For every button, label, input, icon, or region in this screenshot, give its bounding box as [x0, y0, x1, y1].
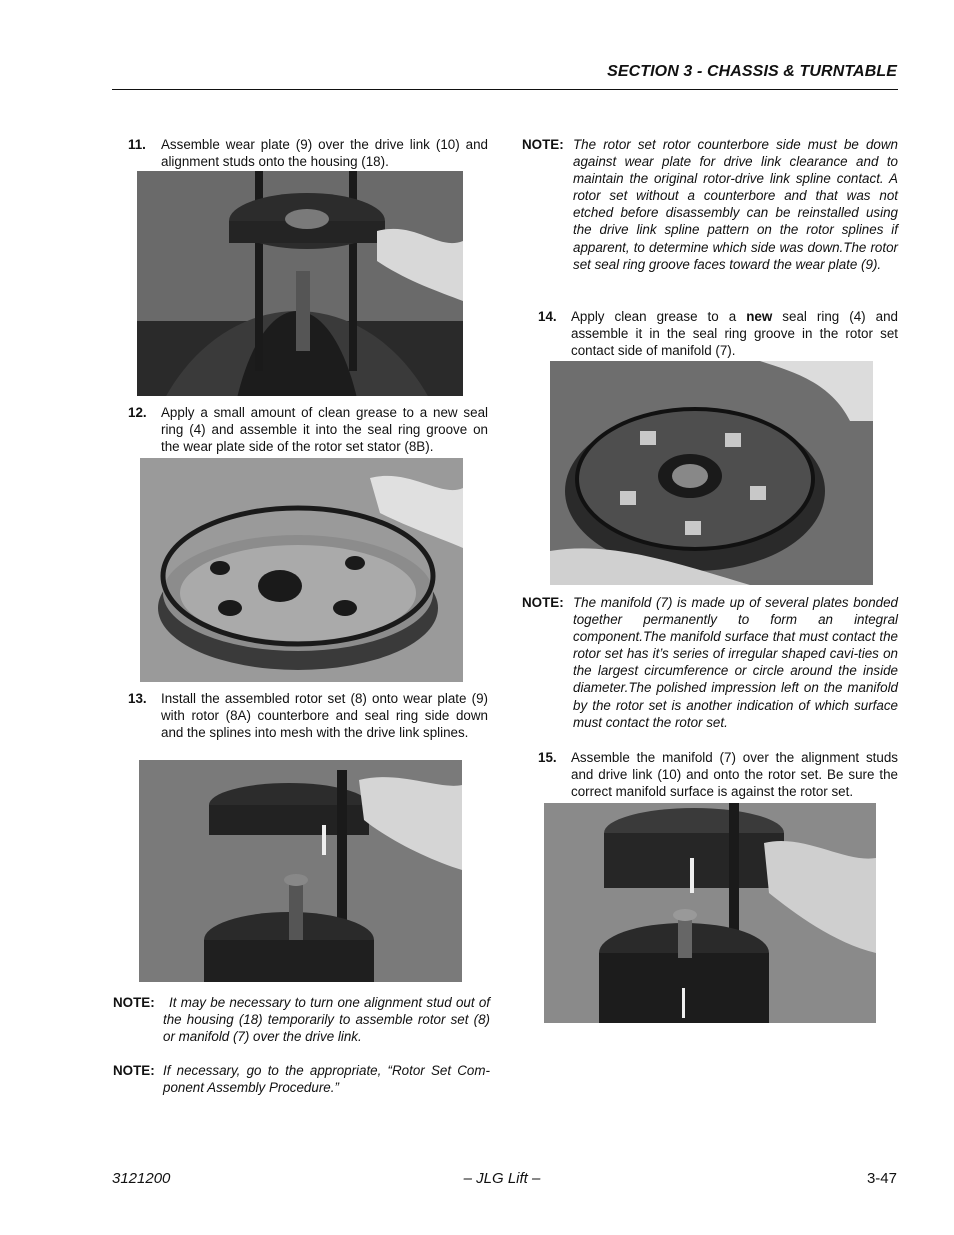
step-text: Assemble wear plate (9) over the drive link (10) and alignment studs onto the housing (18).: [161, 137, 488, 170]
footer-page-number: 3-47: [866, 1170, 897, 1187]
photo-wear-plate: [137, 171, 463, 396]
step-text: Apply a small amount of clean grease to a new seal ring (4) and assemble it into the seal ring groove on the wear plate side of the rotor set stator (8B).: [161, 405, 488, 455]
photo-seal-ring: [140, 458, 463, 682]
note-label: NOTE:: [113, 1063, 155, 1078]
note-label: NOTE:: [522, 595, 564, 610]
footer-doc-number: 3121200: [112, 1170, 171, 1187]
note-text: If necessary, go to the appropriate, “Rotor Set Com-ponent Assembly Procedure.”: [163, 1063, 490, 1096]
step-number: 15.: [538, 750, 557, 765]
photo-manifold-seal: [550, 361, 873, 585]
photo-manifold-assembly: [544, 803, 876, 1023]
section-title: SECTION 3 - CHASSIS & TURNTABLE: [607, 63, 897, 80]
note-text: It may be necessary to turn one alignment stud out of the housing (18) temporarily to assemble rotor set (8) or manifold (7) over the drive link.: [163, 995, 490, 1045]
note-label: NOTE:: [522, 137, 564, 152]
step-number: 11.: [128, 137, 146, 152]
step-number: 13.: [128, 691, 147, 706]
step-text: Apply clean grease to a new seal ring (4) and assemble it in the seal ring groove in the rotor set contact side of manifold (7).: [571, 309, 899, 359]
note-label: NOTE:: [113, 995, 155, 1010]
step-number: 12.: [128, 405, 147, 420]
header-rule: [112, 89, 898, 90]
step-text: Install the assembled rotor set (8) onto wear plate (9) with rotor (8A) counterbore and seal ring side down and the splines into mesh with the drive link splines.: [161, 691, 488, 741]
note-text: The rotor set rotor counterbore side must be down against wear plate for drive link clearance and to maintain the original rotor-drive link spline contact. A rotor set without a counterbore and that was not etched before disassembly can be reinstalled using the drive link spline pattern on the rotor splines if apparent, to determine which side was down.The rotor set seal ring groove faces toward the wear plate (9).: [573, 137, 898, 272]
step-number: 14.: [538, 309, 557, 324]
footer-center: – JLG Lift –: [463, 1170, 541, 1187]
step-text: Assemble the manifold (7) over the alignment studs and drive link (10) and onto the rotor set. Be sure the correct manifold surface is against the rotor set.: [571, 750, 898, 800]
note-text: The manifold (7) is made up of several plates bonded together permanently to form an integral component.The manifold surface that must contact the rotor set has it’s series of irregular shaped cavi-ties on the largest circumference or circle around the inside diameter.The polished impression left on the manifold by the rotor set is another indication of which surface must contact the rotor set.: [573, 595, 898, 730]
photo-rotor-set: [139, 760, 462, 982]
